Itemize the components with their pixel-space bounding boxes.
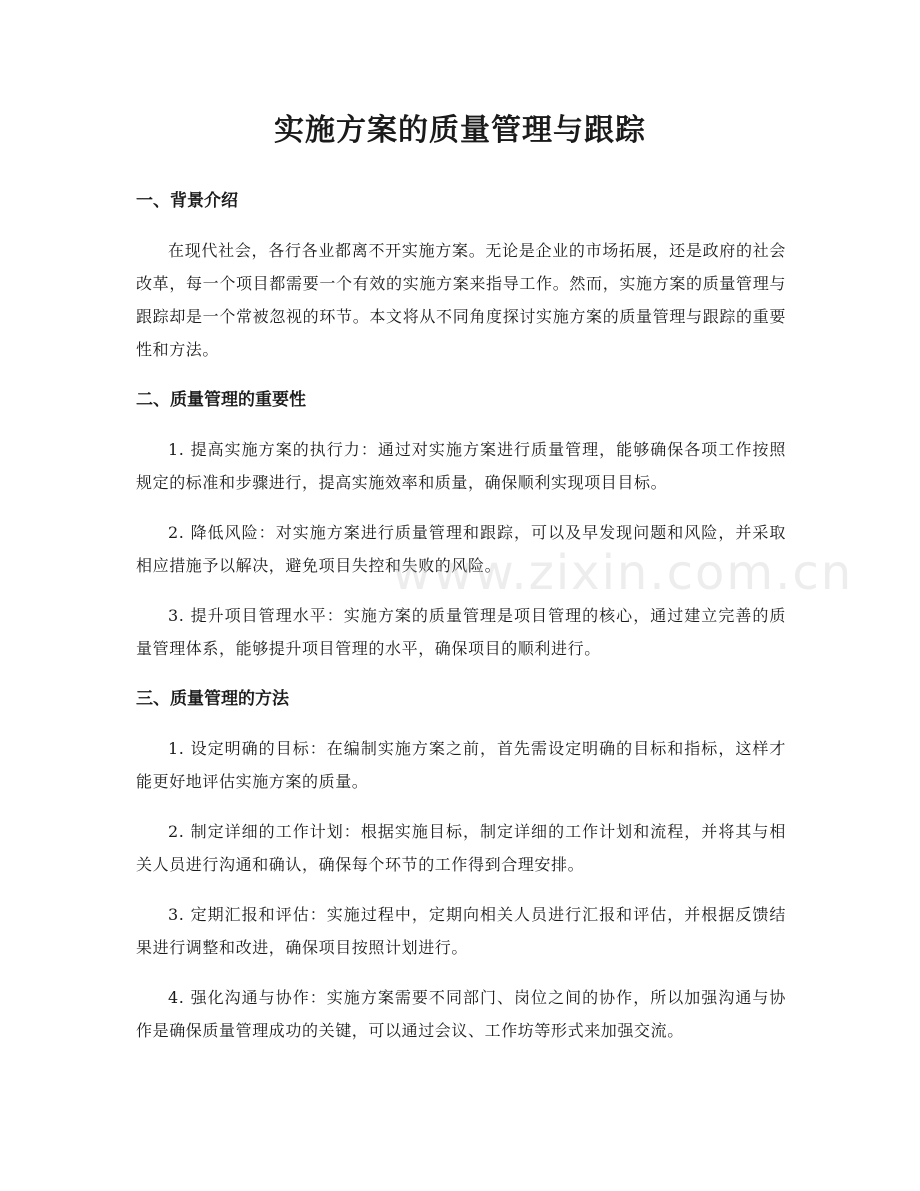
section-heading: 二、质量管理的重要性: [136, 390, 306, 410]
section-importance: [136, 383, 786, 665]
document-body: [136, 184, 786, 1064]
section-background: [136, 184, 786, 366]
paragraph: 2. 降低风险：对实施方案进行质量管理和跟踪，可以及早发现问题和风险，并采取相应措施予以解决，避免项目失控和失败的风险。: [136, 523, 786, 575]
paragraph: 4. 强化沟通与协作：实施方案需要不同部门、岗位之间的协作，所以加强沟通与协作是确保质量管理成功的关键，可以通过会议、工作坊等形式来加强交流。: [136, 988, 786, 1040]
paragraph: 在现代社会，各行各业都离不开实施方案。无论是企业的市场拓展，还是政府的社会改革，每一个项目都需要一个有效的实施方案来指导工作。然而，实施方案的质量管理与跟踪却是一个常被忽视的环节。本文将从不同角度探讨实施方案的质量管理与跟踪的重要性和方法。: [136, 241, 786, 359]
section-heading: 一、背景介绍: [136, 191, 238, 211]
paragraph: 3. 定期汇报和评估：实施过程中，定期向相关人员进行汇报和评估，并根据反馈结果进行调整和改进，确保项目按照计划进行。: [136, 905, 786, 957]
section-heading: 三、质量管理的方法: [136, 689, 289, 709]
document-title: 实施方案的质量管理与跟踪: [274, 113, 646, 148]
paragraph: 2. 制定详细的工作计划：根据实施目标，制定详细的工作计划和流程，并将其与相关人员进行沟通和确认，确保每个环节的工作得到合理安排。: [136, 822, 786, 874]
watermark: www.zixin.com.cn: [392, 545, 854, 601]
paragraph: 1. 提高实施方案的执行力：通过对实施方案进行质量管理，能够确保各项工作按照规定的标准和步骤进行，提高实施效率和质量，确保顺利实现项目目标。: [136, 440, 786, 492]
section-methods: [136, 682, 786, 1047]
paragraph: 1. 设定明确的目标：在编制实施方案之前，首先需设定明确的目标和指标，这样才能更好地评估实施方案的质量。: [136, 739, 786, 791]
paragraph: 3. 提升项目管理水平：实施方案的质量管理是项目管理的核心，通过建立完善的质量管理体系，能够提升项目管理的水平，确保项目的顺利进行。: [136, 606, 786, 658]
